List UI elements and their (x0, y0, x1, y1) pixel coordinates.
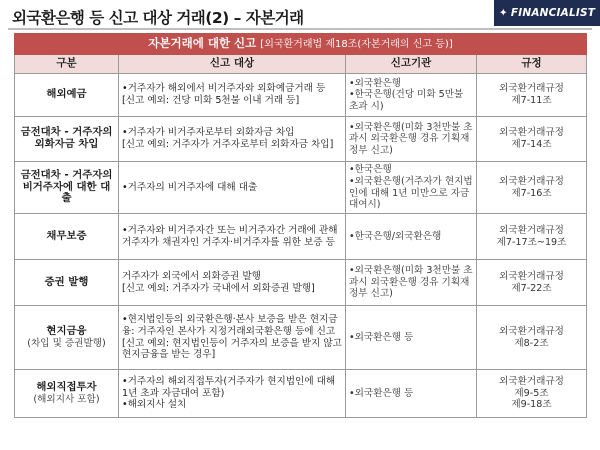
agency-cell (346, 214, 477, 260)
agency-line: •외국환은행 등 (349, 387, 414, 399)
agency-cell (346, 162, 477, 214)
target-line: •거주자가 해외에서 비거주자와 외화예금거래 등 (122, 83, 326, 95)
category-cell (15, 117, 119, 162)
column-header-row (15, 55, 587, 74)
agency-line: •외국환은행 (349, 77, 401, 89)
rule-line: 제7-17조~19조 (496, 236, 567, 248)
banner-main: 자본거래에 대한 신고 (148, 35, 257, 50)
category-label: 해외예금 (46, 88, 87, 101)
column-header-target: 신고 대상 (119, 55, 346, 74)
category-cell (15, 214, 119, 260)
agency-cell (346, 117, 477, 162)
table-row (15, 74, 587, 117)
target-line: •거주자가 비거주자로부터 외화자금 차입 (122, 127, 295, 139)
logo-text: FINANCIALIST (510, 7, 596, 19)
target-cell (119, 117, 346, 162)
banner-sub: [외국환거래법 제18조(자본거래의 신고 등)] (260, 38, 453, 50)
category-sublabel: (차입 및 증권발행) (27, 337, 106, 349)
rule-cell (477, 370, 587, 418)
table-row (15, 306, 587, 370)
rule-cell (477, 260, 587, 306)
category-cell (15, 74, 119, 117)
rule-line: 제9-5조 (514, 387, 549, 399)
agency-cell (346, 74, 477, 117)
table-row (15, 162, 587, 214)
capital-transaction-table (14, 33, 587, 418)
category-cell (15, 162, 119, 214)
target-cell (119, 162, 346, 214)
category-label: 증권 발행 (44, 275, 89, 288)
table-banner (15, 34, 587, 55)
rule-cell (477, 117, 587, 162)
rule-cell (477, 214, 587, 260)
rule-line: 제8-2조 (514, 337, 549, 349)
rule-line: 제7-22조 (511, 282, 552, 294)
column-header-agency: 신고기관 (346, 55, 477, 74)
target-line: 거주자가 외국에서 외화증권 발행 (122, 270, 261, 282)
target-cell (119, 370, 346, 418)
target-line: [신고 예외: 거주자가 국내에서 외화증권 발행] (122, 282, 315, 294)
financialist-logo (494, 0, 600, 26)
agency-cell (346, 306, 477, 370)
table-row (15, 260, 587, 306)
target-cell (119, 74, 346, 117)
agency-cell (346, 370, 477, 418)
rule-line: 제7-11조 (511, 95, 552, 106)
category-cell (15, 260, 119, 306)
agency-cell (346, 260, 477, 306)
rule-line: 외국환거래규정 (499, 83, 564, 95)
category-label: 현지금융 (46, 324, 87, 337)
agency-line: •한국은행(건당 미화 5만불 초과 시) (349, 89, 464, 112)
category-sublabel: (해외지사 포함) (33, 393, 100, 405)
star-icon: ✦ (498, 7, 508, 19)
target-line: [신고 예외: 거주자가 거주자로부터 외화자금 차입] (122, 139, 334, 150)
target-cell (119, 306, 346, 370)
target-line: •거주자의 비거주자에 대해 대출 (122, 181, 258, 193)
category-cell (15, 306, 119, 370)
target-line: •거주자의 해외직접투자(거주자가 현지법인에 대해 1년 초과 자금대여 포함) (122, 376, 336, 399)
rule-line: 외국환거래규정 (499, 224, 564, 236)
rule-cell (477, 162, 587, 214)
rule-line: 외국환거래규정 (499, 325, 564, 337)
rule-line: 외국환거래규정 (499, 270, 564, 282)
rule-line: 외국환거래규정 (499, 376, 564, 388)
target-cell (119, 214, 346, 260)
agency-line: •외국환은행 등 (349, 331, 414, 343)
target-cell (119, 260, 346, 306)
category-label: 해외직접투자 (36, 380, 97, 393)
rule-cell (477, 74, 587, 117)
agency-line: •외국환은행(미화 3천만불 초과시 외국환은행 경유 기획재정부 신고) (349, 265, 473, 300)
agency-line: •한국은행/외국환은행 (349, 230, 442, 242)
page-title: 외국환은행 등 신고 대상 거래(2) – 자본거래 (12, 9, 304, 27)
category-label: 금전대차 - 거주자의 비거주자에 대한 대출 (20, 169, 113, 205)
rule-cell (477, 306, 587, 370)
rule-line: 제7-14조 (511, 139, 552, 150)
rule-line: 제7-16조 (511, 187, 552, 199)
agency-line: •외국환은행(미화 3천만불 초과시 외국환은행 경유 기획재정부 신고) (349, 121, 473, 156)
table-row (15, 370, 587, 418)
category-label: 금전대차 - 거주자의 외화자금 차입 (20, 126, 113, 150)
target-line: •해외지사 설치 (122, 399, 187, 411)
title-divider (8, 28, 592, 30)
target-line: [신고 예외: 건당 미화 5천불 이내 거래 등] (122, 95, 300, 106)
category-label: 채무보증 (46, 229, 87, 242)
category-cell (15, 370, 119, 418)
rule-line: 제9-18조 (511, 399, 552, 411)
target-line: •거주자와 비거주자간 또는 비거주자간 거래에 관해 거주자가 채권자인 거주자·비거주자를 위한 보증 등 (122, 224, 338, 248)
table-row (15, 117, 587, 162)
table-row (15, 214, 587, 260)
rule-line: 외국환거래규정 (499, 127, 564, 139)
agency-line: •한국은행 (349, 164, 392, 176)
agency-line: •외국환은행(거주자가 현지법인에 대해 1년 미만으로 자금대여시) (349, 175, 473, 211)
target-line: •현지법인등의 외국환은행·본사 보증을 받은 현지금융: 거주자인 본사가 지정거래외국환은행 등에 신고 [신고 예외: 현지법인등이 거주자의 보증을 받지 않고 현지금융을 받는 경우] (122, 314, 342, 361)
column-header-rule: 규정 (477, 55, 587, 74)
column-header-category: 구분 (15, 55, 119, 74)
rule-line: 외국환거래규정 (499, 175, 564, 187)
